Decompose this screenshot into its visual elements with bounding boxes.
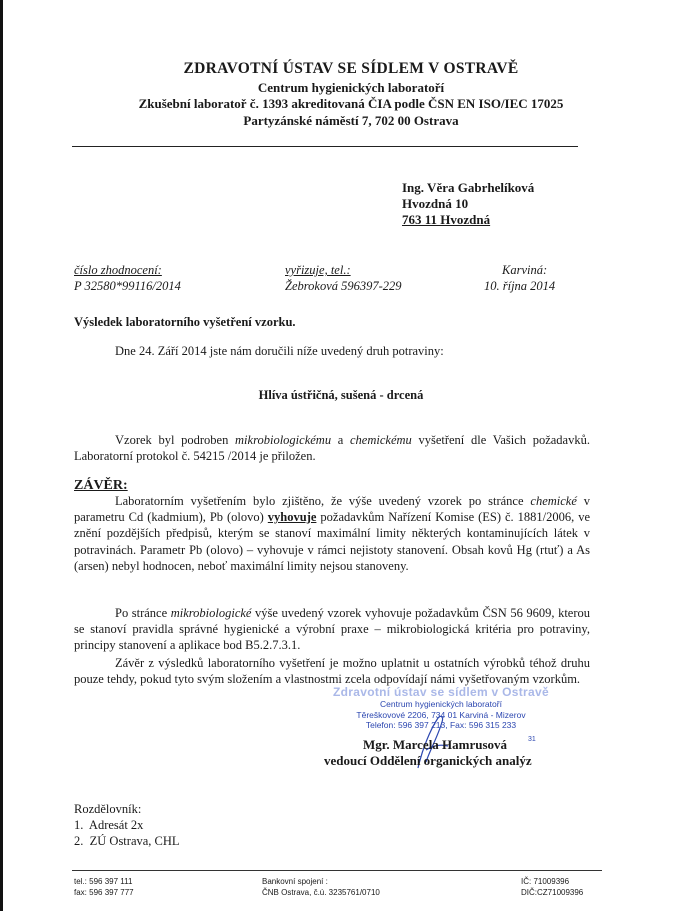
handler-label: vyřizuje, tel.: <box>285 263 351 277</box>
footer-phone: tel.: 596 397 111 <box>74 877 133 886</box>
recipient-city: 763 11 Hvozdná <box>402 212 491 227</box>
distribution-heading: Rozdělovník: <box>74 802 142 816</box>
stamp-centre: Centrum hygienických laboratoří <box>380 699 502 709</box>
stamp-phone: Telefon: 596 397 213, Fax: 596 315 233 <box>365 720 517 730</box>
reference-number-value: P 32580*99116/2014 <box>74 279 181 293</box>
distribution-item: 2. ZÚ Ostrava, CHL <box>74 834 180 848</box>
centre-name: Centrum hygienických laboratoří <box>257 80 445 95</box>
exam-paragraph: Vzorek byl podroben mikrobiologickému a chemickému vyšetření dle Vašich požadavků. Laboratorní protokol č. 54215 /2014 je přiložen. <box>74 433 590 464</box>
header-divider <box>72 146 578 147</box>
stamp-title: Zdravotní ústav se sídlem v Ostravě <box>333 685 549 699</box>
stamp-address: Těreškovové 2206, 734 01 Karviná - Mizerov <box>356 709 526 720</box>
footer-divider <box>72 870 602 871</box>
place-label: Karviná: <box>502 263 548 277</box>
recipient-name: Ing. Věra Gabrhelíková <box>402 180 535 195</box>
footer-dic: DIČ:CZ71009396 <box>521 888 584 897</box>
footer-fax: fax: 596 397 777 <box>74 888 134 897</box>
conclusion-heading: ZÁVĚR: <box>74 478 128 493</box>
lab-accreditation: Zkušební laboratoř č. 1393 akreditovaná ČIA podle ČSN EN ISO/IEC 17025 <box>138 96 564 111</box>
stamp-number: 31 <box>528 736 536 743</box>
distribution-item: 1. Adresát 2x <box>74 818 144 832</box>
handler-value: Žebroková 596397-229 <box>285 279 402 293</box>
footer-ic: IČ: 71009396 <box>521 877 570 886</box>
recipient-street: Hvozdná 10 <box>402 196 469 211</box>
intro-text: Dne 24. Září 2014 jste nám doručili níže uvedený druh potraviny: <box>115 344 444 358</box>
conclusion-paragraph-chemical: Laboratorním vyšetřením bylo zjištěno, že výše uvedený vzorek po stránce chemické v parametru Cd (kadmium), Pb (olovo) vyhovuje požadavkům Nařízení Komise (ES) č. 1881/2006, ve znění pozdějších předpisů, kterým se stanoví maximální limity některých kontaminujících látek v potravinách. Parametr Pb (olovo) – vyhovuje v rámci nejistoty stanovení. Obsah kovů Hg (rtuť) a As (arsen) nebyl hodnocen, neboť maximální limity nejsou stanoveny. <box>74 494 591 573</box>
reference-number-label: číslo zhodnocení: <box>74 263 162 277</box>
institute-address: Partyzánské náměstí 7, 702 00 Ostrava <box>243 113 459 128</box>
sample-name: Hlíva ústřičná, sušená - drcená <box>258 388 424 402</box>
scan-edge <box>0 0 3 911</box>
document-date: 10. října 2014 <box>484 279 556 293</box>
footer-bank-label: Bankovní spojení : <box>262 877 328 886</box>
institute-name: ZDRAVOTNÍ ÚSTAV SE SÍDLEM V OSTRAVĚ <box>183 60 519 77</box>
conclusion-paragraph-validity: Závěr z výsledků laboratorního vyšetření je možno uplatnit u ostatních výrobků téhož druhu pouze tehdy, pokud tyto svým složením a vlastnostmi zcela odpovídají námi vyšetřovaným vzorkům. <box>74 656 590 687</box>
signatory-name: Mgr. Marcela Hamrusová <box>363 737 508 752</box>
conclusion-paragraph-micro: Po stránce mikrobiologické výše uvedený vzorek vyhovuje požadavkům ČSN 56 9609, kterou se stanoví pravidla správné hygienické a výrobní praxe – mikrobiologická kritéria pro potraviny, principy stanovení a aplikace bod B5.2.7.3.1. <box>74 606 591 653</box>
subject-line: Výsledek laboratorního vyšetření vzorku. <box>74 315 296 329</box>
signatory-title: vedoucí Oddělení organických analýz <box>324 753 532 768</box>
footer-bank-account: ČNB Ostrava, č.ú. 3235761/0710 <box>262 888 380 897</box>
